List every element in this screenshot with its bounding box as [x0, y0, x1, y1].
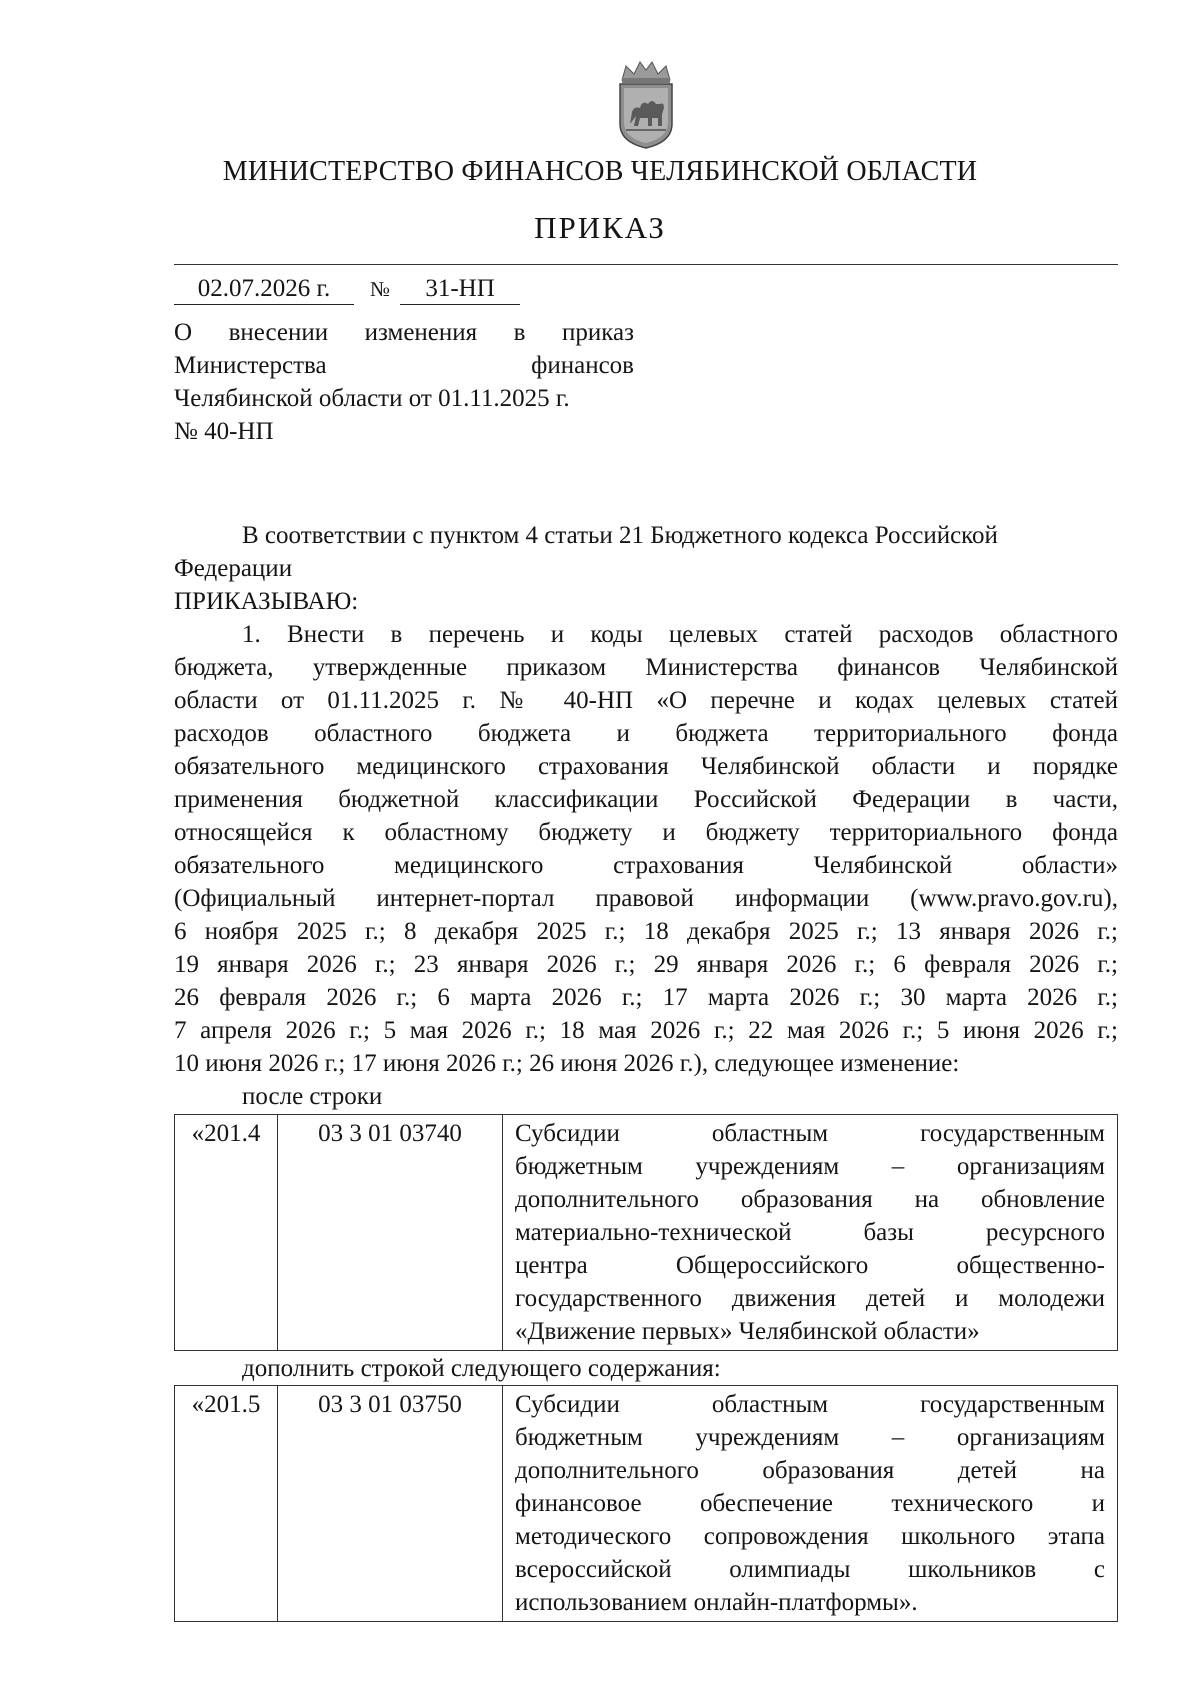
preamble — [174, 519, 1118, 618]
new-row-table — [174, 1385, 1118, 1622]
order-date: 02.07.2026 г. — [174, 274, 354, 305]
table-row — [175, 1386, 1118, 1622]
description-line: методического сопровождения школьного этапа — [515, 1523, 1105, 1550]
row-number: «201.5 — [175, 1386, 278, 1622]
add-row-label: дополнить строкой следующего содержания: — [242, 1355, 721, 1382]
item-1-line: 7 апреля 2026 г.; 5 мая 2026 г.; 18 мая 2026 г.; 22 мая 2026 г.; 5 июня 2026 г.; — [174, 1017, 1118, 1044]
description-line: дополнительного образования на обновление — [515, 1186, 1105, 1213]
item-1-line: расходов областного бюджета и бюджета территориального фонда — [174, 720, 1118, 747]
row-description — [503, 1386, 1118, 1622]
row-code: 03 3 01 03740 — [278, 1115, 503, 1351]
item-1-line: обязательного медицинского страхования Челябинской области» — [174, 852, 1118, 879]
table-row — [175, 1115, 1118, 1351]
item-1-line: относящейся к областному бюджету и бюджету территориального фонда — [174, 819, 1118, 846]
item-1-text — [174, 618, 1118, 1113]
preamble-line: Федерации — [174, 555, 293, 582]
item-1-line: 19 января 2026 г.; 23 января 2026 г.; 29 января 2026 г.; 6 февраля 2026 г.; — [174, 951, 1118, 978]
description-line: использованием онлайн-платформы». — [515, 1589, 918, 1616]
item-1-line: 26 февраля 2026 г.; 6 марта 2026 г.; 17 марта 2026 г.; 30 марта 2026 г.; — [174, 984, 1118, 1011]
item-1-line: обязательного медицинского страхования Челябинской области и порядке — [174, 753, 1118, 780]
description-line: финансовое обеспечение технического и — [515, 1490, 1105, 1517]
description-line: бюджетным учреждениям – организациям — [515, 1153, 1105, 1180]
ministry-name: МИНИСТЕРСТВО ФИНАНСОВ ЧЕЛЯБИНСКОЙ ОБЛАСТИ — [222, 156, 978, 187]
subject-line: Челябинской области от 01.11.2025 г. — [174, 385, 570, 412]
description-line: Субсидии областным государственным — [515, 1120, 1105, 1147]
item-1-line: области от 01.11.2025 г. № 40-НП «О перечне и кодах целевых статей — [174, 687, 1118, 714]
order-subject — [174, 316, 634, 448]
item-1-line: применения бюджетной классификации Российской Федерации в части, — [174, 786, 1118, 813]
subject-line: О внесении изменения в приказ — [174, 319, 634, 346]
description-line: Субсидии областным государственным — [515, 1391, 1105, 1418]
description-line: центра Общероссийского общественно- — [515, 1252, 1105, 1279]
description-line: государственного движения детей и молодежи — [515, 1285, 1105, 1312]
row-description — [503, 1115, 1118, 1351]
row-number: «201.4 — [175, 1115, 278, 1351]
description-line: дополнительного образования детей на — [515, 1457, 1105, 1484]
header-divider — [174, 264, 1118, 265]
add-row-label-block — [174, 1352, 1118, 1385]
coat-of-arms-icon — [612, 58, 680, 150]
number-sign: № — [370, 277, 391, 301]
item-1-line: бюджета, утвержденные приказом Министерства финансов Челябинской — [174, 654, 1118, 681]
description-line: материально-технической базы ресурсного — [515, 1219, 1105, 1246]
order-word: ПРИКАЗЫВАЮ: — [174, 588, 359, 615]
description-line: «Движение первых» Челябинской области» — [515, 1318, 980, 1345]
date-number-line — [174, 274, 520, 305]
order-number: 31-НП — [400, 274, 520, 305]
item-1-line: 6 ноября 2025 г.; 8 декабря 2025 г.; 18 декабря 2025 г.; 13 января 2026 г.; — [174, 918, 1118, 945]
preamble-line: В соответствии с пунктом 4 статьи 21 Бюджетного кодекса Российской — [242, 522, 998, 549]
item-1-line: 10 июня 2026 г.; 17 июня 2026 г.; 26 июня 2026 г.), следующее изменение: — [174, 1050, 960, 1077]
document-type-title: ПРИКАЗ — [534, 210, 666, 245]
item-1-line: (Официальный интернет-портал правовой информации (www.pravo.gov.ru), — [174, 885, 1118, 912]
subject-line: Министерства финансов — [174, 352, 634, 379]
description-line: всероссийской олимпиады школьников с — [515, 1556, 1105, 1583]
subject-line: № 40-НП — [174, 418, 274, 445]
description-line: бюджетным учреждениям – организациям — [515, 1424, 1105, 1451]
item-1-line: 1. Внести в перечень и коды целевых статей расходов областного — [242, 621, 1118, 648]
existing-row-table — [174, 1114, 1118, 1351]
row-code: 03 3 01 03750 — [278, 1386, 503, 1622]
after-row-label: после строки — [242, 1083, 383, 1110]
